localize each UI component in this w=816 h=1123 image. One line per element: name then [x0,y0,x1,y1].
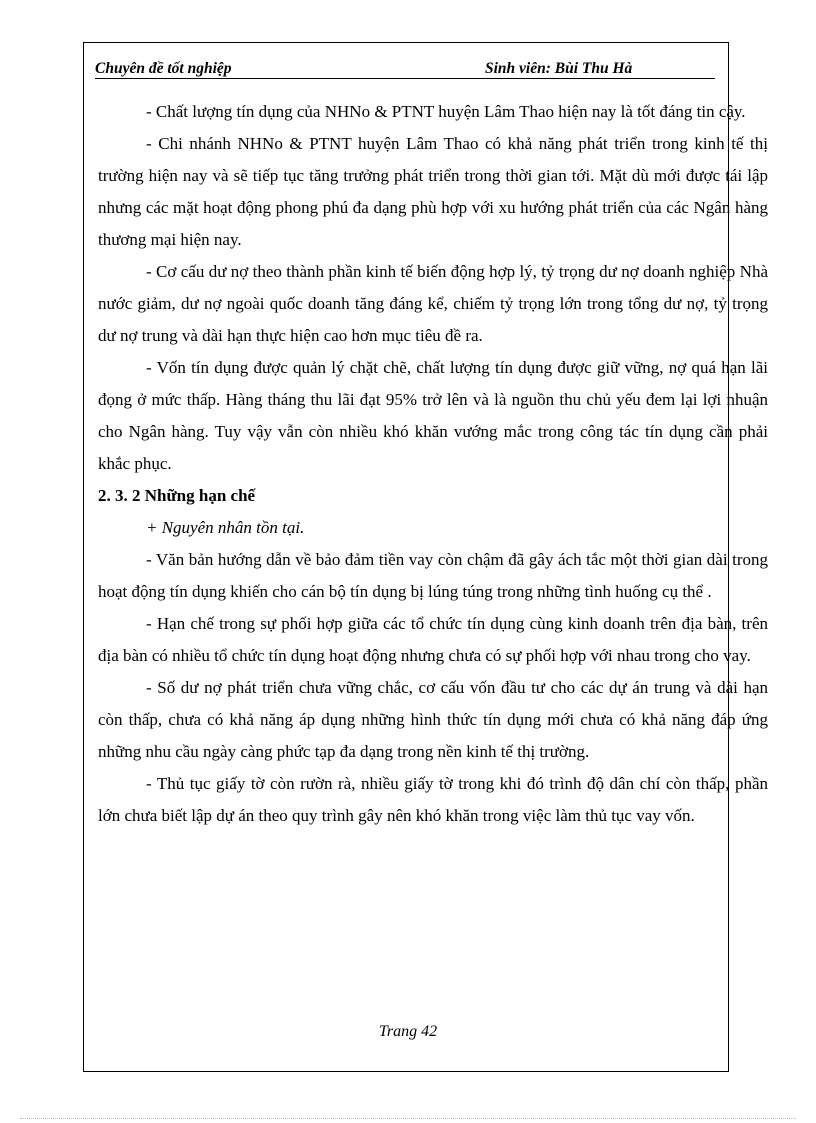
paragraph-credit-quality: - Chất lượng tín dụng của NHNo & PTNT huyện Lâm Thao hiện nay là tốt đáng tin cậy. [146,102,746,121]
paragraph-branch-development: - Chi nhánh NHNo & PTNT huyện Lâm Thao có khả năng phát triển trong kinh tế thị trường hiện nay và sẽ tiếp tục tăng trưởng phát triển trong thời gian tới. Mặt dù mới được tái lập nhưng các mặt hoạt động phong phú đa dạng phù hợp với xu hướng phát triển của các Ngân hàng thương mại hiện nay. [98,134,768,249]
paragraph-procedures: - Thủ tục giấy tờ còn rườn rà, nhiều giấy tờ trong khi đó trình độ dân chí còn thấp, phần lớn chưa biết lập dự án theo quy trình gây nên khó khăn trong việc làm thủ tục vay vốn. [98,774,768,825]
header-student: Sinh viên: Bùi Thu Hà [485,60,633,77]
bottom-dotted-divider [20,1118,796,1119]
body-text [98,96,768,832]
header-topic: Chuyên đề tốt nghiệp [95,60,232,77]
paragraph-credit-management: - Vốn tín dụng được quản lý chặt chẽ, chất lượng tín dụng được giữ vững, nợ quá hạn lãi đọng ở mức thấp. Hàng tháng thu lãi đạt 95% trở lên và là nguồn thu chủ yếu đem lại lợi nhuận cho Ngân hàng. Tuy vậy vẫn còn nhiều khó khăn vướng mắc trong công tác tín dụng cần phải khắc phục. [98,358,768,473]
paragraph-guidance-docs: - Văn bản hướng dẫn về bảo đảm tiền vay còn chậm đã gây ách tắc một thời gian dài trong hoạt động tín dụng khiến cho cán bộ tín dụng bị lúng túng trong những tình huống cụ thể . [98,550,768,601]
header-rule [95,78,715,79]
subheading-causes: + Nguyên nhân tồn tại. [146,518,305,537]
page-number: Trang 42 [378,1023,438,1040]
paragraph-debt-structure: - Cơ cấu dư nợ theo thành phần kinh tế biến động hợp lý, tỷ trọng dư nợ doanh nghiệp Nhà nước giảm, dư nợ ngoài quốc doanh tăng đáng kể, chiếm tỷ trọng lớn trong tổng dư nợ, tỷ trọng dư nợ trung và dài hạn thực hiện cao hơn mục tiêu đề ra. [98,262,768,345]
paragraph-coordination: - Hạn chế trong sự phối hợp giữa các tổ chức tín dụng cùng kinh doanh trên địa bàn, trên địa bàn có nhiều tổ chức tín dụng hoạt động nhưng chưa có sự phối hợp với nhau trong cho vay. [98,614,768,665]
section-heading: 2. 3. 2 Những hạn chế [98,486,256,505]
paragraph-outstanding-debt: - Số dư nợ phát triển chưa vững chắc, cơ cấu vốn đầu tư cho các dự án trung và dài hạn còn thấp, chưa có khả năng áp dụng những hình thức tín dụng mới chưa có khả năng đáp ứng những nhu cầu ngày càng phức tạp đa dạng trong nền kinh tế thị trường. [98,678,768,761]
